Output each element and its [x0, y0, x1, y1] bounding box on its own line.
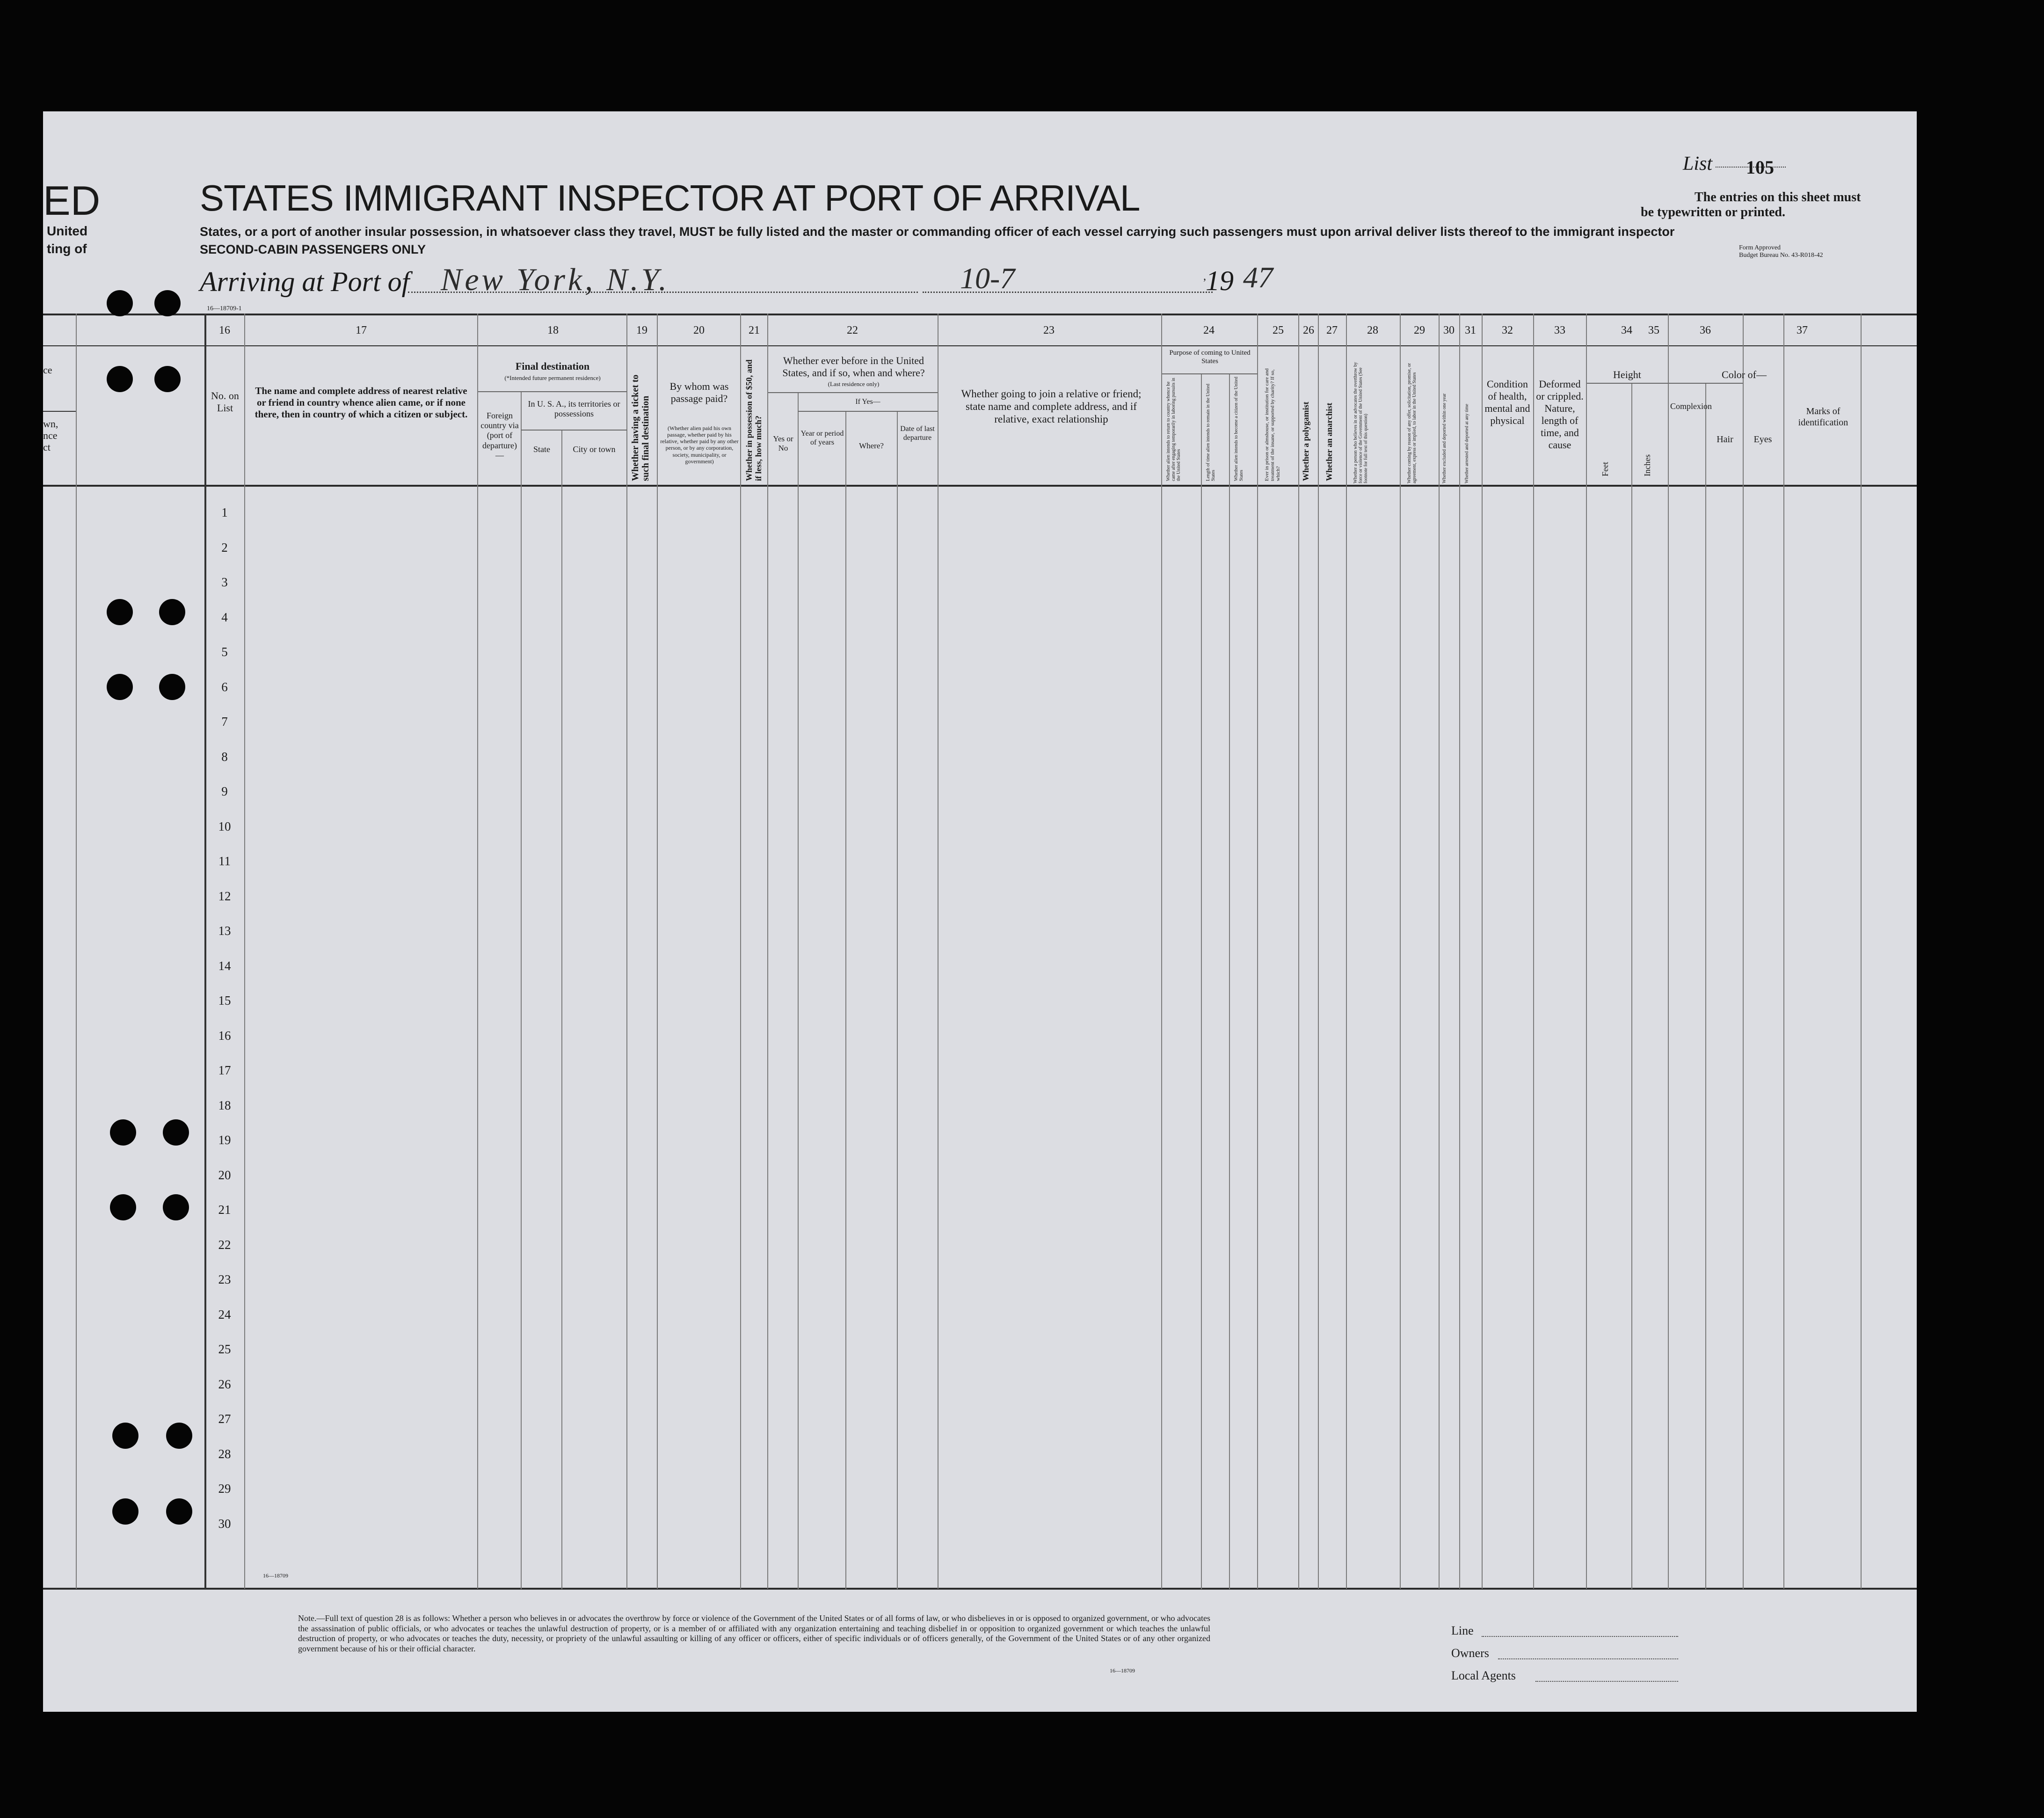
- row-number: 24: [218, 1307, 231, 1322]
- table-top-rule: [43, 314, 1917, 315]
- colnum-19: 19: [636, 324, 647, 336]
- punch-hole: [163, 1194, 189, 1220]
- instructions: States, or a port of another insular possession, in whatsoever class they travel, MUST be fully listed and the master or commanding officer of each vessel carrying such passengers must upon arrival deliver lists thereof to the immigrant inspector: [200, 225, 1675, 239]
- header-prison: Ever in prison or almshouse, or institution for care and treatment of the insane, or supported by charity? If so, which?: [1264, 368, 1281, 481]
- header-color-of: Color of—: [1722, 369, 1767, 380]
- row-number: 10: [218, 819, 231, 833]
- row-number: 23: [218, 1272, 231, 1286]
- header-deformed: Deformed or crippled. Nature, length of time, and cause: [1536, 378, 1584, 451]
- punch-hole: [163, 1119, 189, 1146]
- row-number: 2: [221, 540, 228, 555]
- list-label: List: [1683, 153, 1713, 175]
- header-eyes: Eyes: [1753, 434, 1772, 445]
- header-purpose-a: Whether alien intends to return to country whence he came after engaging temporarily in laboring pursuits in the United States: [1166, 378, 1181, 481]
- page-title: STATES IMMIGRANT INSPECTOR AT PORT OF ARRIVAL: [200, 177, 1140, 219]
- colnum-rule: [43, 345, 1917, 346]
- typewritten-note-1: The entries on this sheet must: [1695, 190, 1861, 204]
- footer-form-code: 16—18709: [263, 1572, 288, 1579]
- header-no-on-list: No. on List: [211, 390, 239, 414]
- punch-hole: [112, 1498, 138, 1525]
- table-bottom-rule: [43, 1588, 1917, 1590]
- footer-local-agents-label: Local Agents: [1451, 1669, 1516, 1682]
- colnum-27: 27: [1326, 324, 1338, 336]
- row-number: 19: [218, 1133, 231, 1147]
- header-intended-residence: (*Intended future permanent residence): [504, 374, 601, 381]
- header-state: State: [533, 445, 550, 454]
- header-by-whom: By whom was passage paid?: [669, 380, 729, 404]
- punch-hole: [110, 1194, 136, 1220]
- year-prefix: 19: [1206, 265, 1234, 296]
- punch-hole: [166, 1498, 192, 1525]
- header-possession-50: Whether in possession of $50, and if less, how much?: [744, 359, 763, 481]
- arriving-label: Arriving at Port of: [200, 266, 410, 297]
- header-ticket: Whether having a ticket to such final destination: [630, 374, 651, 481]
- form-approved-2: Budget Bureau No. 43-R018-42: [1739, 252, 1823, 259]
- header-c31: Whether arrested and deported at any time: [1464, 404, 1469, 483]
- colnum-35: 35: [1648, 324, 1659, 336]
- row-number: 1: [221, 505, 228, 519]
- row-number: 4: [221, 610, 228, 624]
- header-height: Height: [1613, 369, 1641, 380]
- footer-form-code-2: 16—18709: [1110, 1667, 1135, 1674]
- arriving-port: New York, N.Y.: [441, 262, 670, 297]
- header-anarchist: Whether an anarchist: [1324, 402, 1334, 481]
- punch-hole: [154, 290, 181, 316]
- colnum-22: 22: [847, 324, 858, 336]
- colnum-37: 37: [1797, 324, 1808, 336]
- row-number: 27: [218, 1412, 231, 1426]
- row-number: 28: [218, 1446, 231, 1461]
- row-number: 8: [221, 749, 228, 764]
- header-last-residence: (Last residence only): [828, 380, 880, 387]
- manifest-sheet: ED United ting of STATES IMMIGRANT INSPECTOR AT PORT OF ARRIVAL States, or a port of another insular possession, in whatsoever class they travel, MUST be fully listed and the master or commanding officer of each vessel carrying such passengers must upon arrival deliver lists thereof to the immigrant inspector SECOND-CABIN PASSENGERS ONLY List 105 The entries on this sheet must be typewritten or printed. Form Approved Budget Bureau No. 43-R018-42 Arriving at Port of New York, N.Y. 10-7 , 19 47 16—18709-1 ce wn, nce ct 16 17 18 19 20 21 22 23 24 25 26 27 28 29 30 31 32 33 34 35 36 37 No. on List The name and complete address of nearest relative or friend in country whence alien came, or if none there, then in country of which a citizen or subject. Final destination (*Intended future permanent residence) Foreign country via (port of departure)— In U. S. A., its territories or possessions State City or town Whether having a ticket to such final destination By whom was passage paid? (Whether alien paid his own passage, whether paid by his relative, whether paid by any other person, or by any corporation, society, municipality, or government) Whether in possession of $50, and if less, how much? Whether ever before in the United States, and if so, when and where? (Last residence only) If Yes— Yes or No Year or period of years Where? Date of last departure Whether going to join a relative or friend; state name and complete address, and if relative, exact relationship Purpose of coming to United States Whether alien intends to return to country whence he came after engaging temporarily in laboring pursuits in the United States Length of time alien intends to remain in the United States Whether alien intends to become a citizen of the United States Ever in prison or almshouse, or institution for care and treatment of the insane, or supported by charity? If so, which? Whether a polygamist Whether an anarchist Whether a person who believes in or advocates the overthrow by force or violence of the Government of the United States (See footnote for full text of this question) Whether coming by reason of any offer, solicitation, promise, or agreement, express or implied, to labor in the United States Whether excluded and deported within one year Whether arrested and deported at any time Condition of health, mental and physical Deformed or crippled. Nature, length of time, and cause Height Feet Inches Complexion Color of— Hair Eyes Marks of identification 1 2 3 4 5 6 7 8 9 10 11 12 13 14 15 16 17 18 19 20 21 22 23 24 25 26 27 28 29 30 16—18709 Note.—Full text of question 28 is as follows: Whether a person who believes in or advocates the overthrow by force or violence of the Government of the United States or of all forms of law, or who disbelieves in or is opposed to organized government, or who advocates the assassination of public officials, or who advocates or teaches the unlawful destruction of property, or is a member of or affiliated with any organization entertaining and teaching disbelief in or opposition to organized government or which teaches the unlawful destruction of property, or who advocates or teaches the duty, necessity, or propriety of the unlawful assaulting or killing of any officer or officers, either of specific individuals or of officers generally, of the Government of the United States or of any other organized government because of his or their official character. 16—18709 Line Owners Local Agents: [43, 111, 1917, 1712]
- header-complexion: Complexion: [1670, 402, 1712, 411]
- punch-hole: [107, 366, 133, 392]
- header-foreign-country: Foreign country via (port of departure)—: [480, 411, 519, 460]
- header-inches: Inches: [1643, 454, 1652, 476]
- colnum-33: 33: [1554, 324, 1565, 336]
- punch-hole: [154, 366, 181, 392]
- header-health: Condition of health, mental and physical: [1484, 378, 1530, 426]
- colnum-32: 32: [1502, 324, 1513, 336]
- header-c29: Whether coming by reason of any offer, solicitation, promise, or agreement, express or implied, to labor in the United States: [1407, 363, 1417, 483]
- second-cabin-label: SECOND-CABIN PASSENGERS ONLY: [200, 242, 426, 256]
- colnum-18: 18: [547, 324, 559, 336]
- row-number: 30: [218, 1516, 231, 1531]
- left-fragment-1: ce: [43, 364, 52, 376]
- colnum-23: 23: [1043, 324, 1055, 336]
- colnum-20: 20: [693, 324, 705, 336]
- header-hair: Hair: [1717, 434, 1733, 445]
- header-feet: Feet: [1600, 462, 1610, 476]
- colnum-29: 29: [1414, 324, 1425, 336]
- colnum-30: 30: [1443, 324, 1455, 336]
- left-fragment-2: wn,: [43, 418, 58, 430]
- typewritten-note-2: be typewritten or printed.: [1641, 205, 1785, 219]
- punch-hole: [159, 599, 185, 625]
- left-fragment-3: nce: [43, 430, 58, 441]
- row-number: 14: [218, 958, 231, 973]
- punch-hole: [159, 674, 185, 700]
- header-final-destination: Final destination: [515, 360, 590, 372]
- arriving-date: 10-7: [960, 262, 1015, 295]
- form-approved-1: Form Approved: [1739, 244, 1781, 251]
- row-number: 6: [221, 679, 228, 694]
- row-number: 26: [218, 1377, 231, 1391]
- row-number: 29: [218, 1482, 231, 1496]
- colnum-16: 16: [219, 324, 230, 336]
- colnum-25: 25: [1273, 324, 1284, 336]
- punch-hole: [107, 674, 133, 700]
- year-suffix: 47: [1243, 261, 1273, 294]
- row-number: 22: [218, 1237, 231, 1252]
- colnum-24: 24: [1203, 324, 1215, 336]
- list-number: 105: [1746, 157, 1774, 178]
- header-c28: Whether a person who believes in or advocates the overthrow by force or violence of the Government of the United States (See footnote for full text of this question): [1353, 362, 1368, 483]
- colnum-34: 34: [1621, 324, 1632, 336]
- punch-hole: [107, 599, 133, 625]
- row-number: 15: [218, 993, 231, 1008]
- row-number: 17: [218, 1063, 231, 1077]
- colnum-31: 31: [1465, 324, 1476, 336]
- fragment-line-2: ting of: [47, 241, 87, 256]
- header-ever-before: Whether ever before in the United States, and if so, when and where?: [782, 355, 925, 379]
- title-fragment: ED: [43, 177, 101, 224]
- colnum-28: 28: [1367, 324, 1378, 336]
- left-fragment-4: ct: [43, 441, 51, 453]
- header-yes-no: Yes or No: [773, 434, 793, 453]
- colnum-26: 26: [1303, 324, 1314, 336]
- header-purpose-c: Whether alien intends to become a citizen of the United States: [1234, 377, 1244, 481]
- row-number: 18: [218, 1098, 231, 1112]
- punch-hole: [112, 1423, 138, 1449]
- form-code: 16—18709-1: [207, 305, 242, 312]
- row-number: 7: [221, 715, 228, 729]
- row-number: 25: [218, 1342, 231, 1356]
- row-number: 11: [218, 854, 231, 868]
- row-number: 20: [218, 1168, 231, 1182]
- header-in-usa: In U. S. A., its territories or possessions: [528, 399, 620, 419]
- header-where: Where?: [859, 441, 884, 450]
- header-year-period: Year or period of years: [800, 430, 844, 446]
- header-by-whom-note: (Whether alien paid his own passage, whether paid by his relative, whether paid by any other person, or by any corporation, society, municipality, or government): [660, 425, 739, 465]
- header-purpose-b: Length of time alien intends to remain in the United States: [1206, 383, 1216, 481]
- footer-note: Note.—Full text of question 28 is as follows: Whether a person who believes in or advocates the overthrow by force or violence of the Government of the United States or of all forms of law, or who disbelieves in or is opposed to organized government, or who advocates the assassination of public officials, or who advocates or teaches the unlawful destruction of property, or is a member of or affiliated with any organization entertaining and teaching disbelief in or opposition to organized government or which teaches the unlawful destruction of property, or who advocates or teaches the duty, necessity, or propriety of the unlawful assaulting or killing of any officer or officers, either of specific individuals or of officers generally, of the Government of the United States or of any other organized government because of his or their official character.: [298, 1614, 1210, 1653]
- colnum-21: 21: [749, 324, 760, 336]
- header-bottom-rule: [43, 485, 1917, 487]
- header-marks: Marks of identification: [1798, 406, 1848, 428]
- punch-hole: [166, 1423, 192, 1449]
- row-number: 13: [218, 924, 231, 938]
- header-join-relative: Whether going to join a relative or friend; state name and complete address, and if relative, exact relationship: [961, 388, 1142, 425]
- header-date-departure: Date of last departure: [900, 425, 935, 442]
- header-city: City or town: [573, 445, 616, 454]
- header-name-address: The name and complete address of nearest relative or friend in country whence alien came, or if none there, then in country of which a citizen or subject.: [255, 385, 468, 420]
- header-if-yes: If Yes—: [855, 398, 880, 406]
- footer-line-label: Line: [1451, 1624, 1474, 1637]
- footer-owners-label: Owners: [1451, 1646, 1489, 1660]
- row-number: 16: [218, 1028, 231, 1043]
- punch-hole: [107, 290, 133, 316]
- row-number: 5: [221, 645, 228, 659]
- header-polygamist: Whether a polygamist: [1301, 402, 1310, 481]
- header-c30: Whether excluded and deported within one year: [1442, 393, 1447, 483]
- row-number: 3: [221, 575, 228, 589]
- row-number: 12: [218, 889, 231, 903]
- fragment-line-1: United: [47, 224, 88, 238]
- colnum-17: 17: [356, 324, 367, 336]
- punch-hole: [110, 1119, 136, 1146]
- header-purpose: Purpose of coming to United States: [1169, 349, 1251, 365]
- colnum-36: 36: [1700, 324, 1711, 336]
- row-number: 9: [221, 784, 228, 798]
- row-number: 21: [218, 1203, 231, 1217]
